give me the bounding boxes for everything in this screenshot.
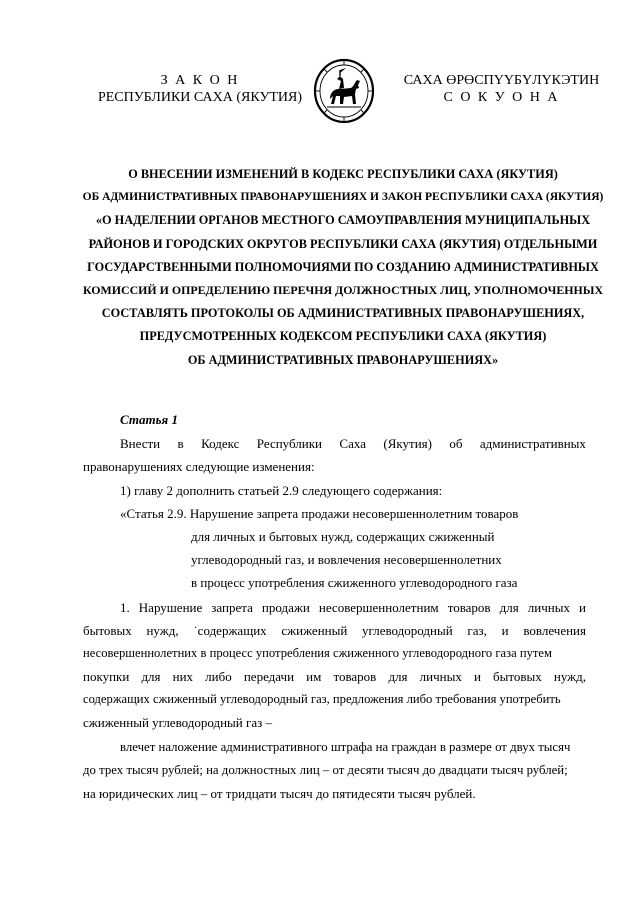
intro-line-1: Внести в Кодекс Республики Саха (Якутия) об административных [120, 436, 586, 451]
article-heading: Статья 1 [120, 412, 178, 427]
title-line-7: СОСТАВЛЯТЬ ПРОТОКОЛЫ ОБ АДМИНИСТРАТИВНЫХ ПРАВОНАРУШЕНИЯХ, [101, 306, 585, 321]
new-article-title-line-2: для личных и бытовых нужд, содержащих сжиженный [191, 529, 495, 544]
header-left-line-2: РЕСПУБЛИКИ САХА (ЯКУТИЯ) [97, 90, 303, 105]
title-line-8: ПРЕДУСМОТРЕННЫХ КОДЕКСОМ РЕСПУБЛИКИ САХА (ЯКУТИЯ) [139, 329, 547, 344]
coat-of-arms-emblem [313, 58, 375, 124]
header-right-line-1: САХА ӨРӨСПҮҮБҮЛҮКЭТИН [403, 73, 600, 88]
title-line-2: ОБ АДМИНИСТРАТИВНЫХ ПРАВОНАРУШЕНИЯХ И ЗАКОН РЕСПУБЛИКИ САХА (ЯКУТИЯ) [82, 191, 604, 204]
part-1-line-2: бытовых нужд, ˙содержащих сжиженный углеводородный газ, и вовлечения [83, 623, 586, 638]
header-right-line-2: С О К У О Н А [443, 90, 560, 105]
part-1-line-1: 1. Нарушение запрета продажи несовершеннолетним товаров для личных и [120, 600, 586, 615]
title-line-4: РАЙОНОВ И ГОРОДСКИХ ОКРУГОВ РЕСПУБЛИКИ САХА (ЯКУТИЯ) ОТДЕЛЬНЫМИ [88, 236, 598, 251]
new-article-title-line-3: углеводородный газ, и вовлечения несовершеннолетних [191, 552, 502, 567]
new-article-title-line-4: в процесс употребления сжиженного углеводородного газа [191, 575, 518, 590]
law-title [80, 163, 606, 372]
title-line-6: КОМИССИЙ И ОПРЕДЕЛЕНИЮ ПЕРЕЧНЯ ДОЛЖНОСТНЫХ ЛИЦ, УПОЛНОМОЧЕННЫХ [82, 283, 604, 298]
title-line-9: ОБ АДМИНИСТРАТИВНЫХ ПРАВОНАРУШЕНИЯХ» [187, 352, 499, 367]
title-line-5: ГОСУДАРСТВЕННЫМИ ПОЛНОМОЧИЯМИ ПО СОЗДАНИЮ АДМИНИСТРАТИВНЫХ [87, 259, 599, 274]
header-right-sakha [394, 72, 609, 106]
sanction-line-1: влечет наложение административного штрафа на граждан в размере от двух тысяч [120, 740, 571, 754]
item-1: 1) главу 2 дополнить статьей 2.9 следующего содержания: [120, 483, 443, 498]
part-1-line-4: покупки для них либо передачи им товаров для личных и бытовых нужд, [83, 669, 586, 684]
header-left-line-1: З А К О Н [160, 73, 240, 88]
intro-line-2: правонарушениях следующие изменения: [83, 459, 315, 474]
part-1-line-6: сжиженный углеводородный газ – [83, 715, 272, 730]
new-article-title-line-1: «Статья 2.9. Нарушение запрета продажи несовершеннолетним товаров [120, 506, 519, 521]
title-line-1: О ВНЕСЕНИИ ИЗМЕНЕНИЙ В КОДЕКС РЕСПУБЛИКИ САХА (ЯКУТИЯ) [128, 167, 558, 181]
header-left-russian [95, 72, 305, 106]
sanction-line-3: на юридических лиц – от тридцати тысяч до пятидесяти тысяч рублей. [83, 786, 476, 801]
part-1-line-5: содержащих сжиженный углеводородный газ, предложения либо требования употребить [83, 692, 561, 706]
title-line-3: «О НАДЕЛЕНИИ ОРГАНОВ МЕСТНОГО САМОУПРАВЛЕНИЯ МУНИЦИПАЛЬНЫХ [95, 213, 591, 228]
sanction-line-2: до трех тысяч рублей; на должностных лиц – от десяти тысяч до двадцати тысяч рублей; [83, 763, 568, 777]
part-1-line-3: несовершеннолетних в процесс употребления сжиженного углеводородного газа путем [83, 646, 552, 660]
